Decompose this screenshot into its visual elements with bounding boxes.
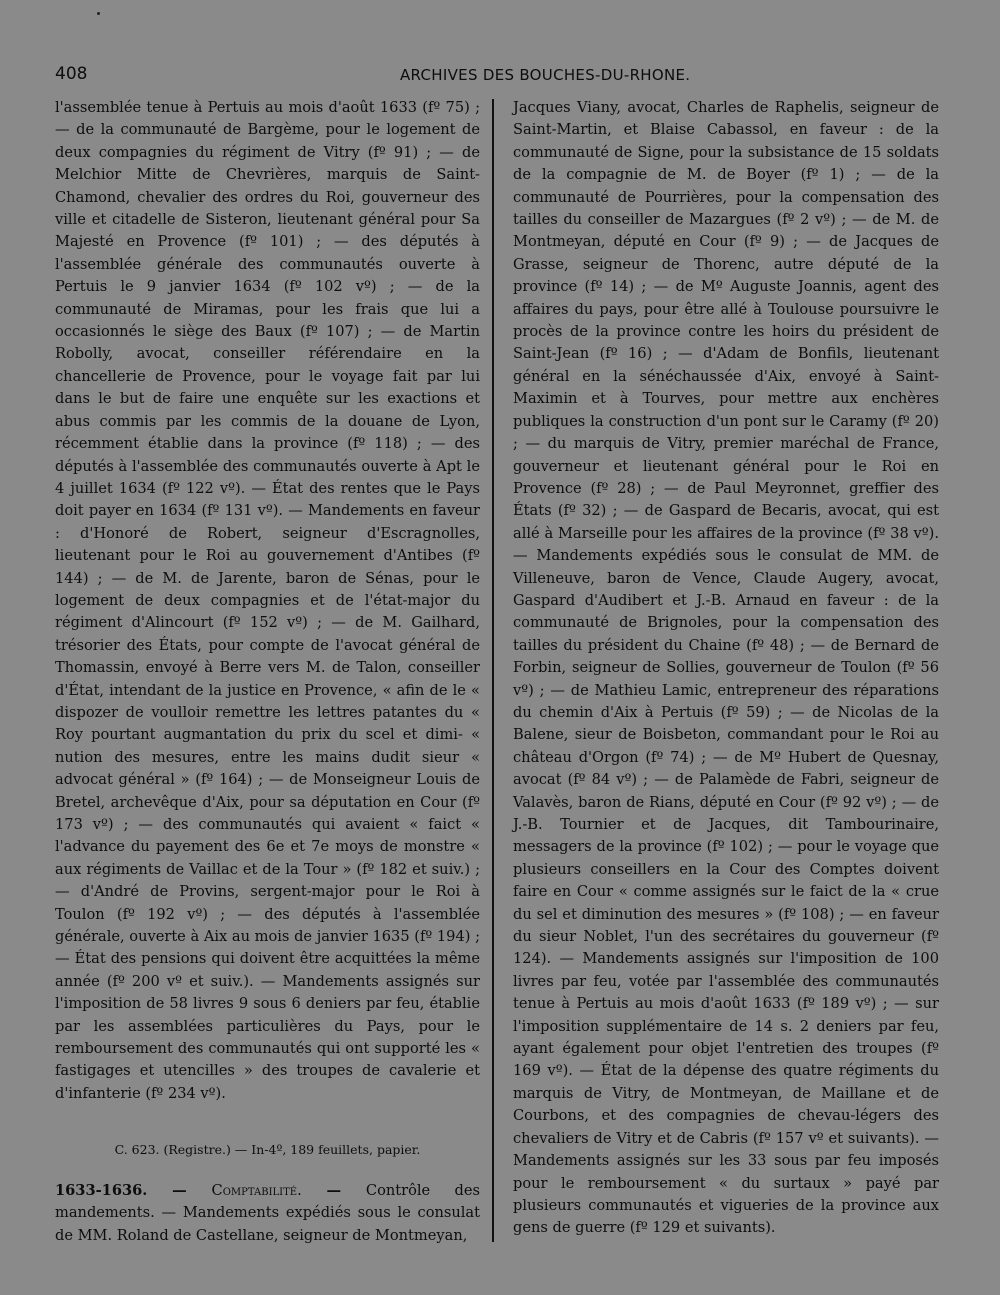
page-number: 408 [55,64,88,84]
left-paragraph: l'assemblée tenue à Pertuis au mois d'août 1633 (fº 75) ; — de la communauté de Bargème, pour le logement de deux compagnies du régiment de Vitry (fº 91) ; — de Melchior Mitte de Chevrières, marquis de Saint-Chamond, chevalier des ordres du Roi, gouverneur des ville et citadelle de Sisteron, lieutenant général pour Sa Majesté en Provence (fº 101) ; — des députés à l'assemblée générale des communautés ouverte à Pertuis le 9 janvier 1634 (fº 102 vº) ; — de la communauté de Miramas, pour les frais que lui a occasionnés le siège des Baux (fº 107) ; — de Martin Robolly, avocat, conseiller référendaire en la chancellerie de Provence, pour le voyage fait par lui dans le but de faire une enquête sur les exactions et abus commis par les commis de la douane de Lyon, récemment établie dans la province (fº 118) ; — des députés à l'assemblée des communautés ouverte à Apt le 4 juillet 1634 (fº 122 vº). — État des rentes que le Pays doit payer en 1634 (fº 131 vº). — Mandements en faveur : d'Honoré de Robert, seigneur d'Escragnolles, lieutenant pour le Roi au gouvernement d'Antibes (fº 144) ; — de M. de Jarente, baron de Sénas, pour le logement de deux compagnies et de l'état-major du régiment d'Alincourt (fº 152 vº) ; — de M. Gailhard, trésorier des États, pour compte de l'avocat général de Thomassin, envoyé à Berre vers M. de Talon, conseiller d'État, intendant de la justice en Provence, « afin de le « dispozer de voulloir remettre les lettres patantes du « Roy pourtant augmantation du prix du scel et dimi- « nution des mesures, entre les mains dudit sieur « advocat général » (fº 164) ; — de Monseigneur Louis de Bretel, archevêque d'Aix, pour sa députation en Cour (fº 173 vº) ; — des communautés qui avaient « faict « l'advance du payement des 6e et 7e moys de monstre « aux régiments de Vaillac et de la Tour » (fº 182 et suiv.) ; — d'André de Provins, sergent-major pour le Roi à Toulon (fº 192 vº) ; — des députés à l'assemblée générale, ouverte à Aix au mois de janvier 1635 (fº 194) ; — État des pensions qui doivent être acquittées la même année (fº 200 vº et suiv.). — Mandements assignés sur l'imposition de 58 livres 9 sous 6 deniers par feu, établie par les assemblées particulières du Pays, pour le remboursement des communautés qui ont supporté les « fastigages et utencilles » des troupes de cavalerie et d'infanterie (fº 234 vº). [55,99,480,1102]
entry-date: 1633-1636. [55,1181,148,1199]
right-column [513,97,939,1240]
right-paragraph: Jacques Viany, avocat, Charles de Raphelis, seigneur de Saint-Martin, et Blaise Cabassol, en faveur : de la communauté de Signe, pour la subsistance de 15 soldats de la compagnie de M. de Boyer (fº 1) ; — de la communauté de Pourrières, pour la compensation des tailles du conseiller de Mazargues (fº 2 vº) ; — de M. de Montmeyan, député en Cour (fº 9) ; — de Jacques de Grasse, seigneur de Thorenc, autre député de la province (fº 14) ; — de Mº Auguste Joannis, agent des affaires du pays, pour être allé à Toulouse poursuivre le procès de la province contre les hoirs du président de Saint-Jean (fº 16) ; — d'Adam de Bonfils, lieutenant général en la sénéchaussée d'Aix, envoyé à Saint-Maximin et à Tourves, pour mettre aux enchères publiques la construction d'un pont sur le Caramy (fº 20) ; — du marquis de Vitry, premier maréchal de France, gouverneur et lieutenant général pour le Roi en Provence (fº 28) ; — de Paul Meyronnet, greffier des États (fº 32) ; — de Gaspard de Becaris, avocat, qui est allé à Marseille pour les affaires de la province (fº 38 vº). — Mandements expédiés sous le consulat de MM. de Villeneuve, baron de Vence, Claude Augery, avocat, Gaspard d'Audibert et J.-B. Arnaud en faveur : de la communauté de Brignoles, pour la compensation des tailles du président du Chaine (fº 48) ; — de Bernard de Forbin, seigneur de Sollies, gouverneur de Toulon (fº 56 vº) ; — de Mathieu Lamic, entrepreneur des réparations du chemin d'Aix à Pertuis (fº 59) ; — de Nicolas de la Balene, sieur de Boisbeton, commandant pour le Roi au château d'Orgon (fº 74) ; — de Mº Hubert de Quesnay, avocat (fº 84 vº) ; — de Palamède de Fabri, seigneur de Valavès, baron de Rians, député en Cour (fº 92 vº) ; — de J.-B. Tournier et de Jacques, dit Tambourinaire, messagers de la province (fº 102) ; — pour le voyage que plusieurs conseillers en la Cour des Comptes doivent faire en Cour « comme assignés sur le faict de la « crue du sel et diminution des mesures » (fº 108) ; — en faveur du sieur Noblet, l'un des secrétaires du gouverneur (fº 124). — Mandements assignés sur l'imposition de 100 livres par feu, votée par l'assemblée des communautés tenue à Pertuis au mois d'août 1633 (fº 189 vº) ; — sur l'imposition supplémentaire de 14 s. 2 deniers par feu, ayant également pour objet l'entretien des troupes (fº 169 vº). — État de la dépense des quatre régiments du marquis de Vitry, de Montmeyan, de Maillane et de Courbons, et des compagnies de chevau-légers des chevaliers de Vitry et de Cabris (fº 157 vº et suivants). — Mandements assignés sur les 33 sous par feu imposés pour le remboursement « du surtaux » payé par plusieurs communautés et vigueries de la province aux gens de guerre (fº 129 et suivants). [513,99,939,1237]
entry-paragraph [55,1180,480,1247]
entry-separator: — [147,1181,212,1199]
running-header [55,64,938,94]
header-title: ARCHIVES DES BOUCHES-DU-RHONE. [400,66,691,84]
entry-text: Contrôle des mandements. — Mandements expédiés sous le consulat de MM. Roland de Castellane, seigneur de Montmeyan, [55,1181,480,1244]
record-caption: C. 623. (Registre.) — In-4º, 189 feuillets, papier. [114,1142,421,1158]
column-divider [492,99,494,1242]
scan-speck [97,12,100,15]
entry-heading: Comptabilité. [211,1181,302,1199]
left-column [55,97,480,1247]
entry-separator: — [301,1181,366,1199]
